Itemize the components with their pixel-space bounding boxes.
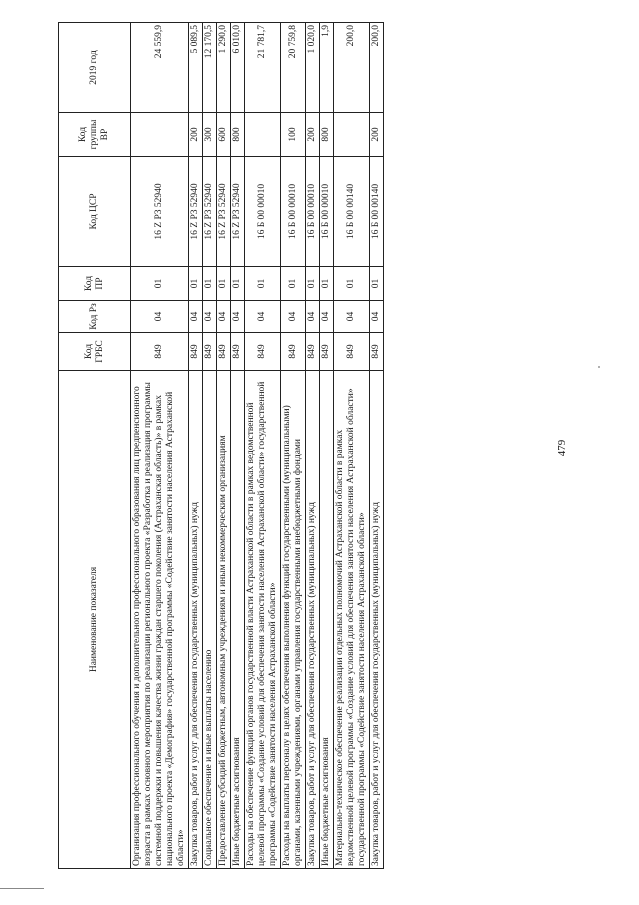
row-grbs: 849 xyxy=(306,333,320,371)
row-grbs: 849 xyxy=(131,333,189,371)
row-value: 21 781,7 xyxy=(245,23,281,113)
row-name: Материально-техническое обеспечение реализации отдельных полномочий Астраханской области в рамках ведомственной целевой программы «Создание условий для обеспечения занятости населения Астраханской области» государственной программы «Содействие занятости населения Астраханской области» xyxy=(334,371,370,869)
row-rz: 04 xyxy=(281,301,306,333)
row-grbs: 849 xyxy=(189,333,203,371)
table-body xyxy=(131,23,384,869)
table-row xyxy=(370,23,384,869)
header-year: 2019 год xyxy=(59,23,131,113)
row-grbs: 849 xyxy=(281,333,306,371)
row-rz: 04 xyxy=(131,301,189,333)
row-vr: 100 xyxy=(281,113,306,157)
header-name: Наименование показателя xyxy=(59,371,131,869)
scan-speck xyxy=(598,366,600,368)
rotated-page-content xyxy=(58,23,580,869)
row-grbs: 849 xyxy=(320,333,334,371)
table-row xyxy=(245,23,281,869)
row-csr: 16 Б 00 00140 xyxy=(370,157,384,267)
row-csr: 16 Z P3 52940 xyxy=(231,157,245,267)
row-name: Иные бюджетные ассигнования xyxy=(231,371,245,869)
row-name: Иные бюджетные ассигнования xyxy=(320,371,334,869)
row-csr: 16 Б 00 00010 xyxy=(245,157,281,267)
row-csr: 16 Z P3 52940 xyxy=(217,157,231,267)
row-pr: 01 xyxy=(334,267,370,301)
row-rz: 04 xyxy=(203,301,217,333)
row-value: 5 089,5 xyxy=(189,23,203,113)
row-vr xyxy=(334,113,370,157)
row-value: 200,0 xyxy=(370,23,384,113)
row-vr: 600 xyxy=(217,113,231,157)
row-rz: 04 xyxy=(334,301,370,333)
row-value: 1 290,0 xyxy=(217,23,231,113)
row-name: Организация профессионального обучения и дополнительного профессионального образования лиц предпенсионного возраста в рамках основного мероприятия по реализации регионального проекта «Разработка и реализация программы системной поддержки и повышения качества жизни граждан старшего поколения (Астраханская область)» в рамках национального проекта «Демография» государственной программы «Содействие занятости населения Астраханской области» xyxy=(131,371,189,869)
row-csr: 16 Z P3 52940 xyxy=(131,157,189,267)
row-csr: 16 Б 00 00140 xyxy=(334,157,370,267)
row-csr: 16 Z P3 52940 xyxy=(203,157,217,267)
row-grbs: 849 xyxy=(334,333,370,371)
header-grbs: Код ГРБС xyxy=(59,333,131,371)
row-csr: 16 Б 00 00010 xyxy=(306,157,320,267)
table-row xyxy=(217,23,231,869)
header-rz: Код Рз xyxy=(59,301,131,333)
page-number: 479 xyxy=(556,439,568,457)
row-grbs: 849 xyxy=(203,333,217,371)
row-value: 12 170,5 xyxy=(203,23,217,113)
row-vr: 300 xyxy=(203,113,217,157)
row-grbs: 849 xyxy=(217,333,231,371)
row-name: Расходы на выплаты персоналу в целях обеспечения выполнения функций государственными (муниципальными) органами, казенными учреждениями, органами управления государственными внебюджетными фондами xyxy=(281,371,306,869)
row-rz: 04 xyxy=(231,301,245,333)
header-pr: Код ПР xyxy=(59,267,131,301)
row-vr: 200 xyxy=(189,113,203,157)
row-name: Закупка товаров, работ и услуг для обеспечения государственных (муниципальных) нужд xyxy=(189,371,203,869)
row-vr: 800 xyxy=(320,113,334,157)
row-vr: 200 xyxy=(306,113,320,157)
row-name: Социальное обеспечение и иные выплаты населению xyxy=(203,371,217,869)
row-rz: 04 xyxy=(245,301,281,333)
table-row xyxy=(203,23,217,869)
row-value: 1,9 xyxy=(320,23,334,113)
table-row xyxy=(131,23,189,869)
row-grbs: 849 xyxy=(370,333,384,371)
header-csr: Код ЦСР xyxy=(59,157,131,267)
row-pr: 01 xyxy=(131,267,189,301)
row-pr: 01 xyxy=(203,267,217,301)
row-rz: 04 xyxy=(320,301,334,333)
table-row xyxy=(189,23,203,869)
row-pr: 01 xyxy=(306,267,320,301)
row-csr: 16 Б 00 00010 xyxy=(320,157,334,267)
table-row xyxy=(306,23,320,869)
row-pr: 01 xyxy=(217,267,231,301)
row-rz: 04 xyxy=(189,301,203,333)
footer-line xyxy=(0,888,44,889)
row-pr: 01 xyxy=(370,267,384,301)
row-csr: 16 Z P3 52940 xyxy=(189,157,203,267)
row-rz: 04 xyxy=(306,301,320,333)
budget-table xyxy=(58,22,384,869)
row-pr: 01 xyxy=(189,267,203,301)
row-value: 6 010,0 xyxy=(231,23,245,113)
table-row xyxy=(281,23,306,869)
table-row xyxy=(320,23,334,869)
row-grbs: 849 xyxy=(245,333,281,371)
row-value: 20 759,8 xyxy=(281,23,306,113)
row-rz: 04 xyxy=(217,301,231,333)
table-row xyxy=(334,23,370,869)
row-value: 1 020,0 xyxy=(306,23,320,113)
table-header-row xyxy=(59,23,131,869)
row-name: Расходы на обеспечение функций органов государственной власти Астраханской области в рамках ведомственной целевой программы «Создание условий для обеспечения занятости населения Астраханской области» государственной программы «Содействие занятости населения Астраханской области» xyxy=(245,371,281,869)
row-pr: 01 xyxy=(320,267,334,301)
row-name: Предоставление субсидий бюджетным, автономным учреждениям и иным некоммерческим организациям xyxy=(217,371,231,869)
row-rz: 04 xyxy=(370,301,384,333)
row-value: 200,0 xyxy=(334,23,370,113)
header-vr: Код группы ВР xyxy=(59,113,131,157)
row-name: Закупка товаров, работ и услуг для обеспечения государственных (муниципальных) нужд xyxy=(370,371,384,869)
row-vr xyxy=(245,113,281,157)
row-name: Закупка товаров, работ и услуг для обеспечения государственных (муниципальных) нужд xyxy=(306,371,320,869)
row-vr xyxy=(131,113,189,157)
row-grbs: 849 xyxy=(231,333,245,371)
row-vr: 200 xyxy=(370,113,384,157)
row-pr: 01 xyxy=(231,267,245,301)
row-value: 24 559,9 xyxy=(131,23,189,113)
row-pr: 01 xyxy=(281,267,306,301)
row-vr: 800 xyxy=(231,113,245,157)
row-csr: 16 Б 00 00010 xyxy=(281,157,306,267)
row-pr: 01 xyxy=(245,267,281,301)
table-row xyxy=(231,23,245,869)
